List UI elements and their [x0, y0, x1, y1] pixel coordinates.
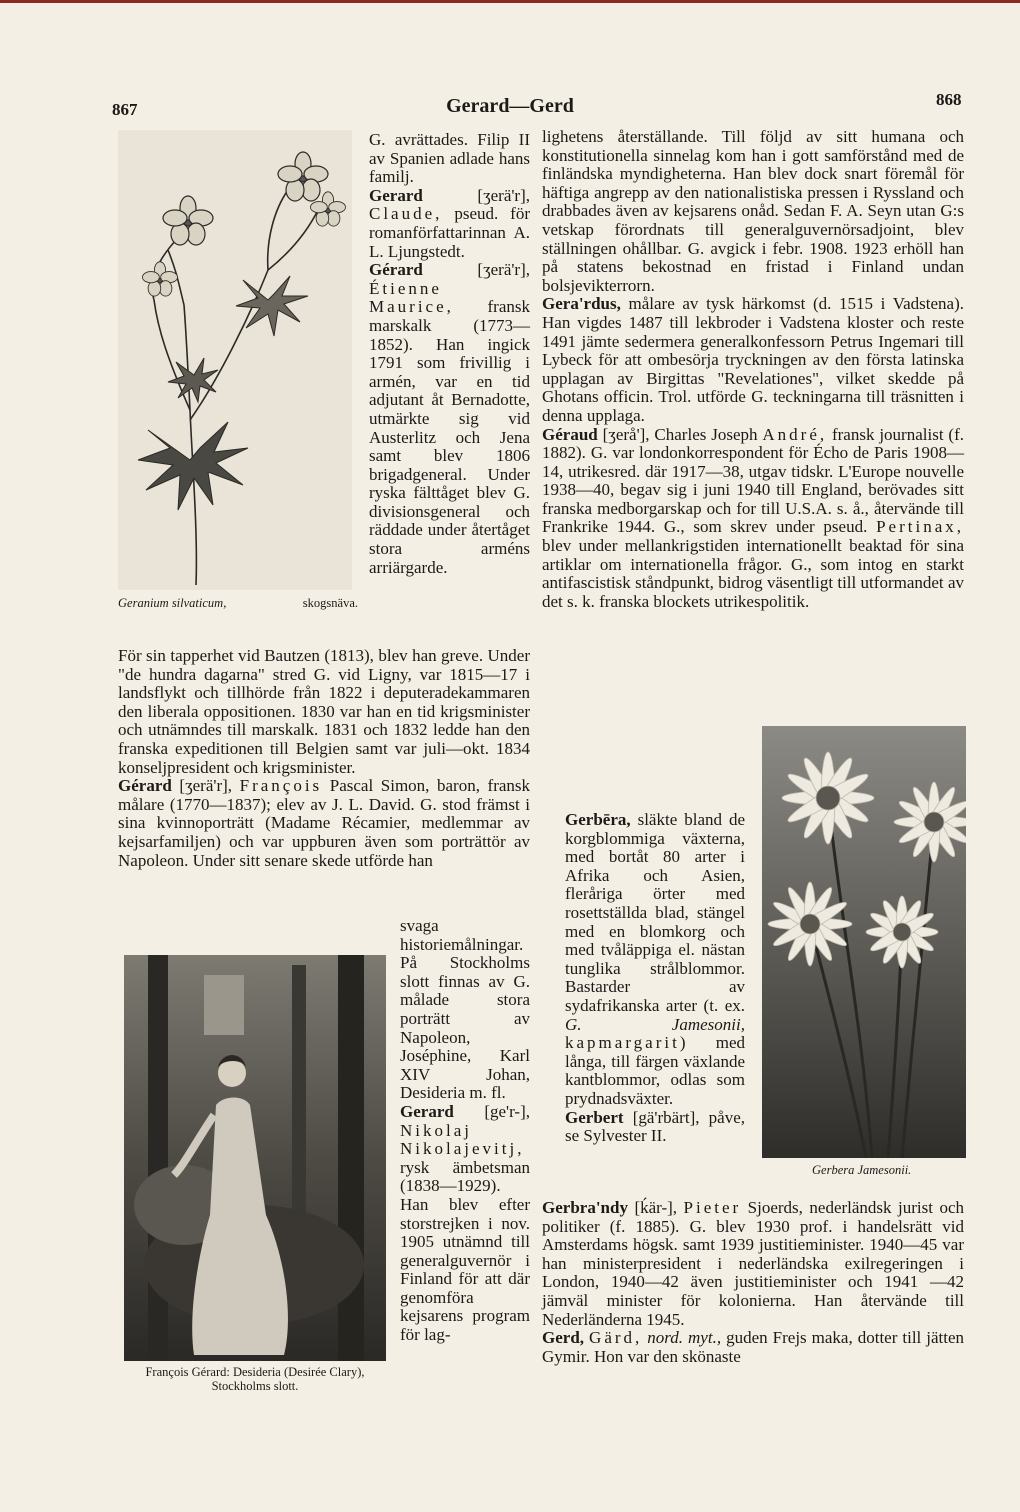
entry-francois-side: svaga historiemålningar. På Stockholms slott finnas av G. målade stora porträtt av Napoleon, Joséphine, Karl XIV Johan, Desideria m. fl. — [400, 916, 530, 1103]
entry-etienne-pron: [ʒerä'r], — [477, 260, 530, 280]
entry-gerbera-common: kapmargarit) — [565, 1033, 689, 1053]
entry-gerbrandy-head: Gerbra'ndy — [542, 1198, 628, 1217]
entry-gerd-tag: nord. myt., — [647, 1328, 722, 1348]
entry-gerardus-head: Gera'rdus, — [542, 294, 621, 314]
col2-gerbera-side — [565, 811, 745, 1146]
entry-gerbera-species: G. Jamesonii, — [565, 1014, 745, 1034]
geranium-caption-common: skogsnäva. — [302, 596, 358, 610]
entry-nikolaj-name: Nikolaj Nikolajevitj, — [400, 1120, 525, 1159]
col1-portrait-side — [400, 917, 530, 1345]
entry-gerardus-body: målare av tysk härkomst (d. 1515 i Vadstena). Han vigdes 1487 till lekbroder i Vadstena kloster och reste 1491 jämte sedermera generalkonfessorn Petrus Ingemari till Lybeck för att ombesörja tryckningen av den första latinska upplagan av Birgittas "Revelationes", vilket skedde på Ghotans officin. Trol. utförde G. teckningarna till träsnitten i denna upplaga. — [542, 294, 964, 425]
entry-etienne — [369, 261, 530, 577]
entry-geraud — [542, 426, 964, 612]
entry-gerbera-body2: med långa, till färgen växlande kantblommor, odlas som prydnadsväxter. — [565, 1033, 745, 1108]
entry-geraud-body2: blev under mellankrigstiden internationellt beaktad för sina artiklar om internationella frågor. G., som intog en starkt antifascistisk ståndpunkt, bidrog väsentligt till utformandet av det s. k. franska blockets utrikespolitik. — [542, 536, 964, 611]
portrait-caption: François Gérard: Desideria (Desirée Clary), Stockholms slott. — [145, 1365, 365, 1393]
entry-gerbrandy — [542, 1199, 964, 1329]
entry-nikolaj — [400, 1103, 530, 1345]
entry-gerd-name: Gärd, — [589, 1328, 643, 1348]
col2-top-text — [542, 128, 964, 611]
entry-etienne-cont: För sin tapperhet vid Bautzen (1813), blev han greve. Under "de hundra dagarna" stred G. vid Ligny, var 1815—17 i landsflykt och tillhörde från 1822 i deputeradekammaren den liberala oppositionen. 1830 var han en tid krigsminister och utnämndes till marskalk. 1831 och 1832 ledde han den franska expeditionen till Belgien samt var juli—okt. 1834 konseljpresident och krigsminister. — [118, 646, 530, 777]
page-number-left: 867 — [112, 100, 138, 119]
entry-etienne-name: Étienne Maurice, — [369, 278, 454, 317]
entry-claude-pron: [ʒerä'r], — [477, 185, 530, 205]
entry-francois-body: Pascal Simon, baron, fransk målare (1770—1837); elev av J. L. David. G. stod främst i sina kvinnoporträtt (Madame Récamier, medlemmar av kejsarfamiljen) och var uppburen även som porträttör av Napoleon. Under sitt senare skede utförde han — [118, 776, 531, 870]
entry-nikolaj-body: rysk ämbetsman (1838—1929). Han blev efter storstrejken i nov. 1905 utnämnd till generalguvernör i Finland för att där genomföra kejsarens program för lag- — [400, 1157, 530, 1345]
geranium-illustration — [118, 130, 352, 590]
entry-francois-pron: [ʒerä'r], — [179, 776, 233, 796]
col1-main-text — [118, 647, 530, 870]
entry-gerbrandy-body: Sjoerds, nederländsk jurist och politiker (f. 1885). G. blev 1930 prof. i handelsrätt vid Amsterdams högsk. samt 1939 justitieminister. 1940—45 var han ministerpresident i nederländska exilregeringen i London, 1940—42 även justitieminister och 1941 —42 jämväl minister för kolonierna. Han återvände till Nederländerna 1945. — [542, 1198, 964, 1329]
entry-geraud-pseud: Pertinax, — [876, 517, 964, 537]
entry-gerd-head: Gerd, — [542, 1328, 585, 1348]
entry-nikolaj-head: Gerard — [400, 1101, 454, 1121]
entry-geraud-body: fransk journalist (f. 1882). G. var londonkorrespondent för Écho de Paris 1908—14, utrikesred. där 1917—38, utgav tidskr. L'Europe nouvelle 1938—40, begav sig i juni 1940 till England, berövades sitt franska medborgarskap och for till U.S.A. s. å., återvände till Frankrike 1944. G., som skrev under pseud. — [542, 424, 964, 537]
entry-gerardus — [542, 295, 964, 425]
col1-side-text — [369, 131, 530, 577]
entry-geraud-pron: [ʒerå'], — [602, 424, 650, 444]
entry-francois — [118, 777, 530, 870]
gerbera-photo — [762, 726, 966, 1158]
geranium-caption-species: Geranium silvaticum, — [118, 596, 227, 610]
entry-gerbert — [565, 1109, 745, 1146]
entry-geraud-head: Géraud — [542, 424, 598, 444]
entry-gerbert-head: Gerbert — [565, 1107, 624, 1127]
page-number-right: 868 — [936, 90, 962, 109]
entry-geraud-name-a: Charles Joseph — [654, 424, 758, 444]
entry-francois-head: Gérard — [118, 776, 172, 796]
entry-francois-name: François — [239, 776, 323, 796]
entry-claude-body: pseud. för romanförfattarinnan A. L. Ljungstedt. — [369, 204, 531, 261]
entry-claude — [369, 187, 530, 261]
gerbera-caption: Gerbera Jamesonii. — [812, 1163, 912, 1177]
entry-etienne-head: Gérard — [369, 260, 423, 280]
geranium-side-paragraph: G. avrättades. Filip II av Spanien adlade hans familj. — [369, 130, 530, 187]
entry-gerbert-body: [gä'rbärt], påve, se Sylvester II. — [565, 1107, 745, 1146]
entry-gerbera — [565, 811, 745, 1109]
page-title: Gerard—Gerd — [446, 95, 574, 117]
entry-etienne-body1: fransk marskalk (1773—1852). Han ingick 1791 som frivillig i armén, var en tid adjutant åt Bernadotte, utmärkte sig vid Austerlitz och Jena samt blev 1806 brigadgeneral. Under ryska fälttåget blev G. divisionsgeneral och räddade under återtåget stora arméns arriärgarde. — [369, 297, 530, 577]
top-rule — [0, 0, 1020, 3]
entry-claude-name: Claude, — [369, 204, 443, 224]
entry-gerbrandy-pron: [ḱär-], — [634, 1198, 678, 1217]
entry-gerbera-body: släkte bland de korgblommiga växterna, med bortåt 80 arter i Afrika och Asien, fleråriga örter med rosettställda blad, stängel med en blomkorg och med tvåläppiga el. nästan tunglika strålblommor. Bastarder av sydafrikanska arter (t. ex. — [565, 810, 746, 1015]
entry-gerd — [542, 1329, 964, 1366]
entry-gerd-body: guden Frejs maka, dotter till jätten Gymir. Hon var den skönaste — [542, 1328, 965, 1366]
entry-gerbrandy-name: Pieter — [683, 1198, 742, 1217]
entry-nikolaj-cont: lighetens återställande. Till följd av sitt humana och konstitutionella sinnelag kom han i gott samförstånd med de finländska myndigheterna. Han blev dock snart föremål för häftiga angrepp av den nationalistiska pressen i Ryssland och drabbades även av kejsarens onåd. Sedan F. A. Seyn utan G:s vetskap förordnats till generalguvernörsadjoint, blev ställningen ohållbar. G. avgick i febr. 1908. 1923 erhöll han på statens bekostnad en fristad i Finland undan bolsjevikterrorn. — [542, 127, 964, 295]
entry-gerbera-head: Gerbēra, — [565, 810, 631, 829]
portrait-painting — [124, 955, 386, 1361]
entry-nikolaj-pron: [ge'r-], — [484, 1101, 530, 1121]
entry-claude-head: Gerard — [369, 185, 423, 205]
entry-geraud-name-b: André, — [762, 424, 828, 444]
col2-bottom-text — [542, 1199, 964, 1366]
